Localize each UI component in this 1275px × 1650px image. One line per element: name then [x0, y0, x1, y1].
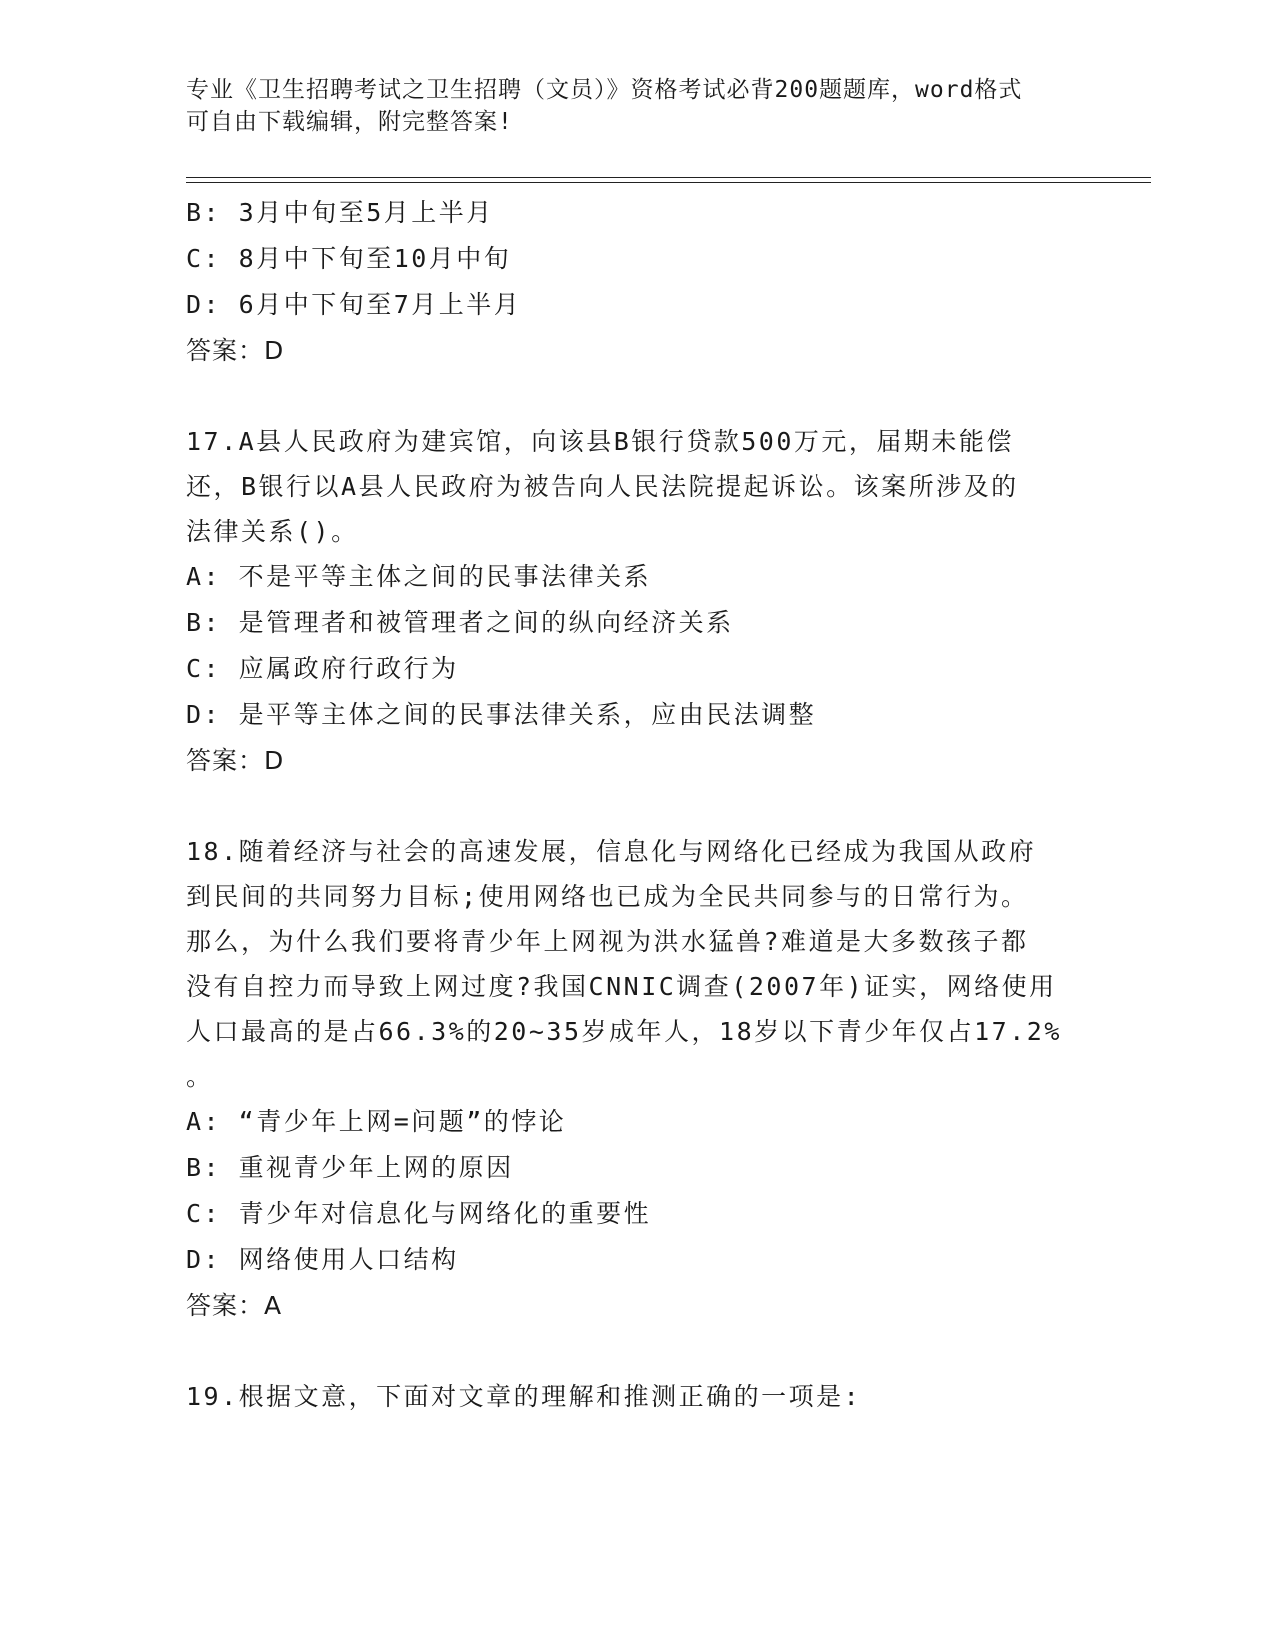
continued-question: [186, 190, 1086, 374]
question-stem-line: 人口最高的是占66.3%的20~35岁成年人，18岁以下青少年仅占17.2%: [186, 1017, 1062, 1046]
answer-line: 答案：D: [186, 336, 285, 365]
option-d: D: 是平等主体之间的民事法律关系，应由民法调整: [186, 700, 817, 729]
question-stem-line: 没有自控力而导致上网过度?我国CNNIC调查(2007年)证实，网络使用: [186, 972, 1057, 1001]
option-d: D: 网络使用人口结构: [186, 1245, 459, 1274]
question-stem-line: 18.随着经济与社会的高速发展，信息化与网络化已经成为我国从政府: [186, 837, 1037, 866]
option-b: B: 重视青少年上网的原因: [186, 1153, 514, 1182]
spacer: [186, 784, 1086, 829]
header-title-line-1: 专业《卫生招聘考试之卫生招聘（文员）》资格考试必背200题题库，word格式: [186, 77, 1023, 103]
question-17: [186, 419, 1086, 784]
question-stem-line: 。: [186, 1062, 214, 1091]
question-19: [186, 1374, 1086, 1419]
question-stem-line: 17.A县人民政府为建宾馆，向该县B银行贷款500万元，届期未能偿: [186, 427, 1014, 456]
option-d: D: 6月中下旬至7月上半月: [186, 290, 522, 319]
answer-line: 答案：A: [186, 1291, 283, 1320]
option-b: B: 3月中旬至5月上半月: [186, 198, 494, 227]
question-stem-line: 那么，为什么我们要将青少年上网视为洪水猛兽?难道是大多数孩子都: [186, 927, 1029, 956]
header-divider: [186, 177, 1151, 183]
question-stem-line: 法律关系()。: [186, 517, 359, 546]
option-c: C: 青少年对信息化与网络化的重要性: [186, 1199, 652, 1228]
option-c: C: 8月中下旬至10月中旬: [186, 244, 512, 273]
option-b: B: 是管理者和被管理者之间的纵向经济关系: [186, 608, 734, 637]
question-18: [186, 829, 1086, 1329]
spacer: [186, 1329, 1086, 1374]
question-stem-line: 19.根据文意，下面对文章的理解和推测正确的一项是:: [186, 1382, 862, 1411]
header-title-line-2: 可自由下载编辑，附完整答案!: [186, 109, 513, 135]
document-body: [186, 190, 1086, 1419]
option-a: A: 不是平等主体之间的民事法律关系: [186, 562, 652, 591]
page-header: [186, 74, 1086, 138]
question-stem-line: 到民间的共同努力目标;使用网络也已成为全民共同参与的日常行为。: [186, 882, 1029, 911]
spacer: [186, 374, 1086, 419]
option-a: A: “青少年上网=问题”的悖论: [186, 1107, 567, 1136]
option-c: C: 应属政府行政行为: [186, 654, 459, 683]
answer-line: 答案：D: [186, 746, 285, 775]
question-stem-line: 还，B银行以A县人民政府为被告向人民法院提起诉讼。该案所涉及的: [186, 472, 1019, 501]
